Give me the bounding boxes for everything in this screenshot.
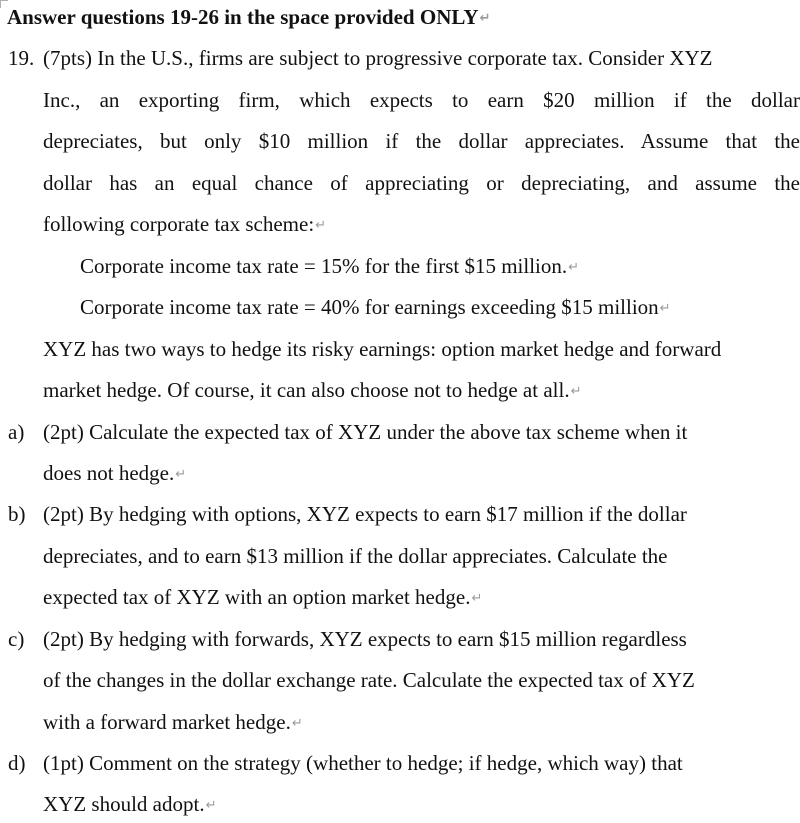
part-b-line-2: depreciates, and to earn $13 million if the dollar appreciates. Calculate the [43, 544, 668, 568]
part-a-line-1: (2pt) Calculate the expected tax of XYZ under the above tax scheme when it [43, 420, 688, 444]
part-c-line-3-text: with a forward market hedge. [43, 710, 291, 734]
question-number: 19. [8, 46, 35, 70]
paragraph-mark-icon: ↵ [291, 716, 303, 731]
part-c-label: c) [8, 627, 25, 651]
question-line-5 [43, 211, 326, 237]
question-line-5-text: following corporate tax scheme: [43, 212, 315, 236]
paragraph-mark-icon: ↵ [659, 301, 671, 316]
heading-text: Answer questions 19-26 in the space provided ONLY [7, 5, 479, 29]
question-line-1: (7pts) In the U.S., firms are subject to progressive corporate tax. Consider XYZ [43, 46, 713, 70]
tax-rule-2-text: Corporate income tax rate = 40% for earnings exceeding $15 million [80, 295, 659, 319]
paragraph-mark-icon: ↵ [315, 218, 327, 233]
paragraph-mark-icon: ↵ [570, 384, 582, 399]
part-a-line-2 [43, 460, 186, 486]
hedge-line-2 [43, 377, 581, 403]
part-a-label: a) [8, 420, 25, 444]
part-d-line-2 [43, 791, 216, 817]
question-line-3: depreciates, but only $10 million if the dollar appreciates. Assume that the [43, 129, 800, 153]
part-b-label: b) [8, 502, 26, 526]
paragraph-mark-icon: ↵ [175, 467, 187, 482]
part-d-line-1: (1pt) Comment on the strategy (whether to hedge; if hedge, which way) that [43, 751, 683, 775]
hedge-line-1: XYZ has two ways to hedge its risky earnings: option market hedge and forward [43, 337, 722, 361]
paragraph-mark-icon: ↵ [568, 260, 580, 275]
part-d-label: d) [8, 751, 26, 775]
paragraph-mark-icon: ↵ [205, 798, 217, 813]
question-line-2: Inc., an exporting firm, which expects to earn $20 million if the dollar [43, 88, 800, 112]
part-b-line-3 [43, 584, 482, 610]
part-c-line-1: (2pt) By hedging with forwards, XYZ expects to earn $15 million regardless [43, 627, 687, 651]
part-d-line-2-text: XYZ should adopt. [43, 792, 205, 816]
part-b-line-3-text: expected tax of XYZ with an option market hedge. [43, 585, 471, 609]
part-b-line-1: (2pt) By hedging with options, XYZ expects to earn $17 million if the dollar [43, 502, 687, 526]
part-c-line-2: of the changes in the dollar exchange rate. Calculate the expected tax of XYZ [43, 668, 695, 692]
paragraph-mark-icon: ↵ [471, 591, 483, 606]
hedge-line-2-text: market hedge. Of course, it can also choose not to hedge at all. [43, 378, 570, 402]
part-a-line-2-text: does not hedge. [43, 461, 175, 485]
paragraph-mark-icon: ↵ [479, 11, 491, 26]
part-c-line-3 [43, 709, 303, 735]
tax-rule-1 [80, 253, 579, 279]
question-line-4: dollar has an equal chance of appreciating or depreciating, and assume the [43, 171, 800, 195]
section-heading [7, 4, 491, 30]
tax-rule-1-text: Corporate income tax rate = 15% for the first $15 million. [80, 254, 568, 278]
tax-rule-2 [80, 294, 671, 320]
